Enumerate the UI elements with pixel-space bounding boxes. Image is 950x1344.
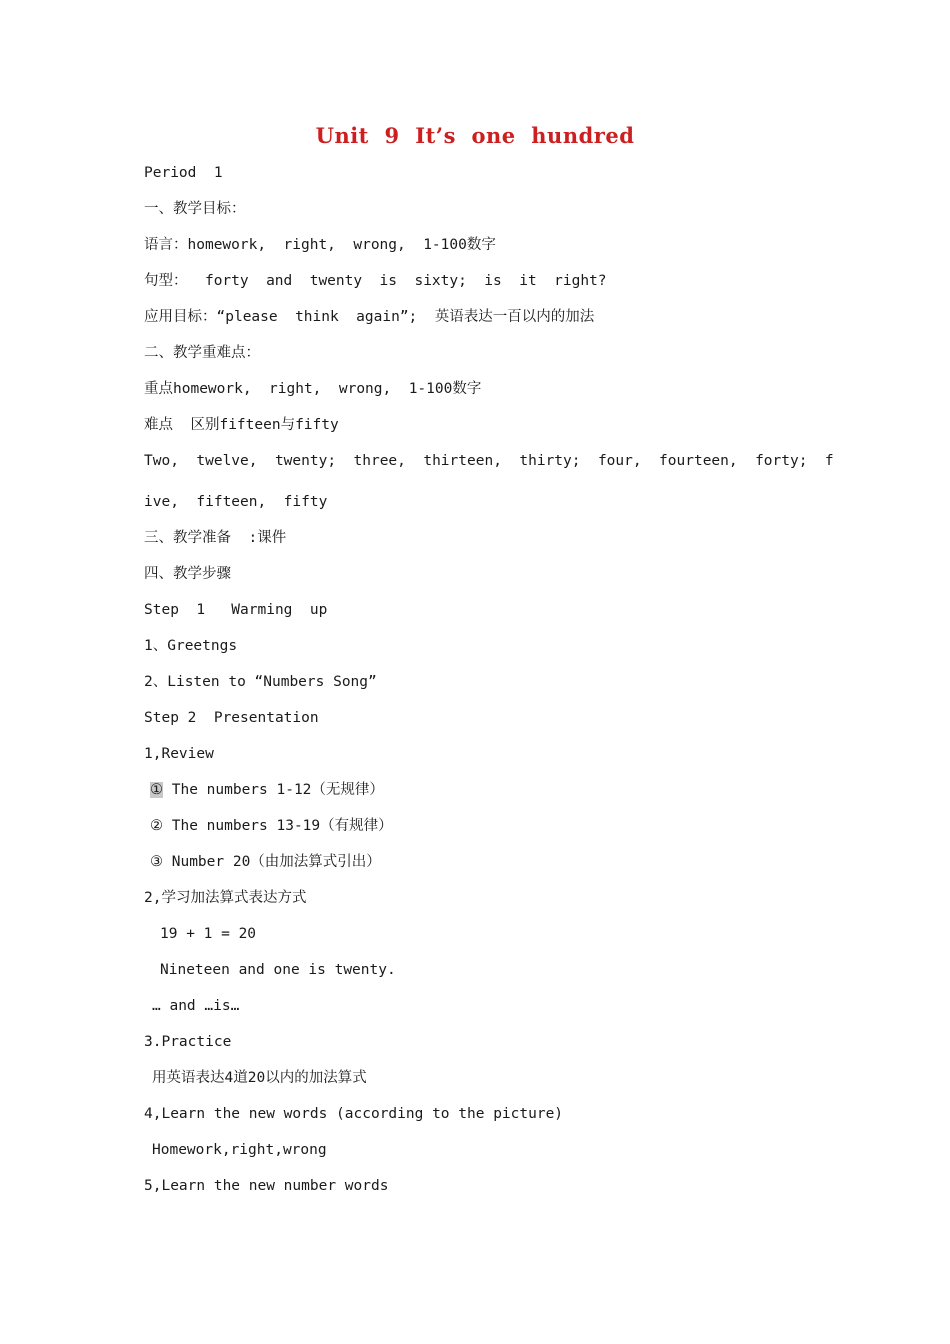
addition-heading: 2,学习加法算式表达方式 bbox=[144, 890, 307, 906]
application-objective: 应用目标：“please think again”; 英语表达一百以内的加法 bbox=[144, 309, 595, 325]
period-label: Period 1 bbox=[144, 165, 223, 181]
key-point: 重点homework, right, wrong, 1-100数字 bbox=[144, 381, 482, 397]
addition-pattern: … and …is… bbox=[152, 998, 240, 1014]
review-item-3-text: Number 20（由加法算式引出） bbox=[163, 854, 381, 870]
review-item-3 bbox=[150, 852, 381, 872]
review-item-1-text: The numbers 1-12（无规律） bbox=[163, 782, 384, 798]
new-words-list: Homework,right,wrong bbox=[152, 1142, 327, 1158]
step-1-item-1: 1、Greetngs bbox=[144, 638, 238, 654]
number-words-line-1: Two, twelve, twenty; three, thirteen, thirty; four, fourteen, forty; f bbox=[144, 453, 834, 469]
number-words-line-2: ive, fifteen, fifty bbox=[144, 494, 328, 510]
step-1-heading: Step 1 Warming up bbox=[144, 602, 328, 618]
practice-task: 用英语表达4道20以内的加法算式 bbox=[152, 1070, 367, 1086]
review-item-2 bbox=[150, 816, 393, 836]
number-words-heading: 5,Learn the new number words bbox=[144, 1178, 389, 1194]
circled-number-1: ① bbox=[150, 782, 163, 798]
document-title: Unit 9 It’s one hundred bbox=[315, 123, 635, 148]
section-heading-key-points: 二、教学重难点： bbox=[144, 345, 260, 361]
review-item-1 bbox=[150, 780, 384, 800]
addition-equation: 19 + 1 = 20 bbox=[160, 926, 257, 942]
language-objective: 语言：homework, right, wrong, 1-100数字 bbox=[144, 237, 496, 253]
new-words-heading: 4,Learn the new words (according to the picture) bbox=[144, 1106, 564, 1122]
practice-heading: 3.Practice bbox=[144, 1034, 232, 1050]
circled-number-2: ② bbox=[150, 818, 163, 834]
step-1-item-2: 2、Listen to “Numbers Song” bbox=[144, 674, 377, 690]
addition-sentence: Nineteen and one is twenty. bbox=[160, 962, 396, 978]
review-item-2-text: The numbers 13-19（有规律） bbox=[163, 818, 393, 834]
step-2-heading: Step 2 Presentation bbox=[144, 710, 319, 726]
review-heading: 1,Review bbox=[144, 746, 214, 762]
section-heading-objectives: 一、教学目标： bbox=[144, 201, 246, 217]
section-heading-preparation: 三、教学准备 :课件 bbox=[144, 530, 287, 546]
sentence-pattern: 句型： forty and twenty is sixty; is it right? bbox=[144, 273, 607, 289]
circled-number-3: ③ bbox=[150, 854, 163, 870]
section-heading-steps: 四、教学步骤 bbox=[144, 566, 231, 582]
difficult-point: 难点 区别fifteen与fifty bbox=[144, 417, 339, 433]
